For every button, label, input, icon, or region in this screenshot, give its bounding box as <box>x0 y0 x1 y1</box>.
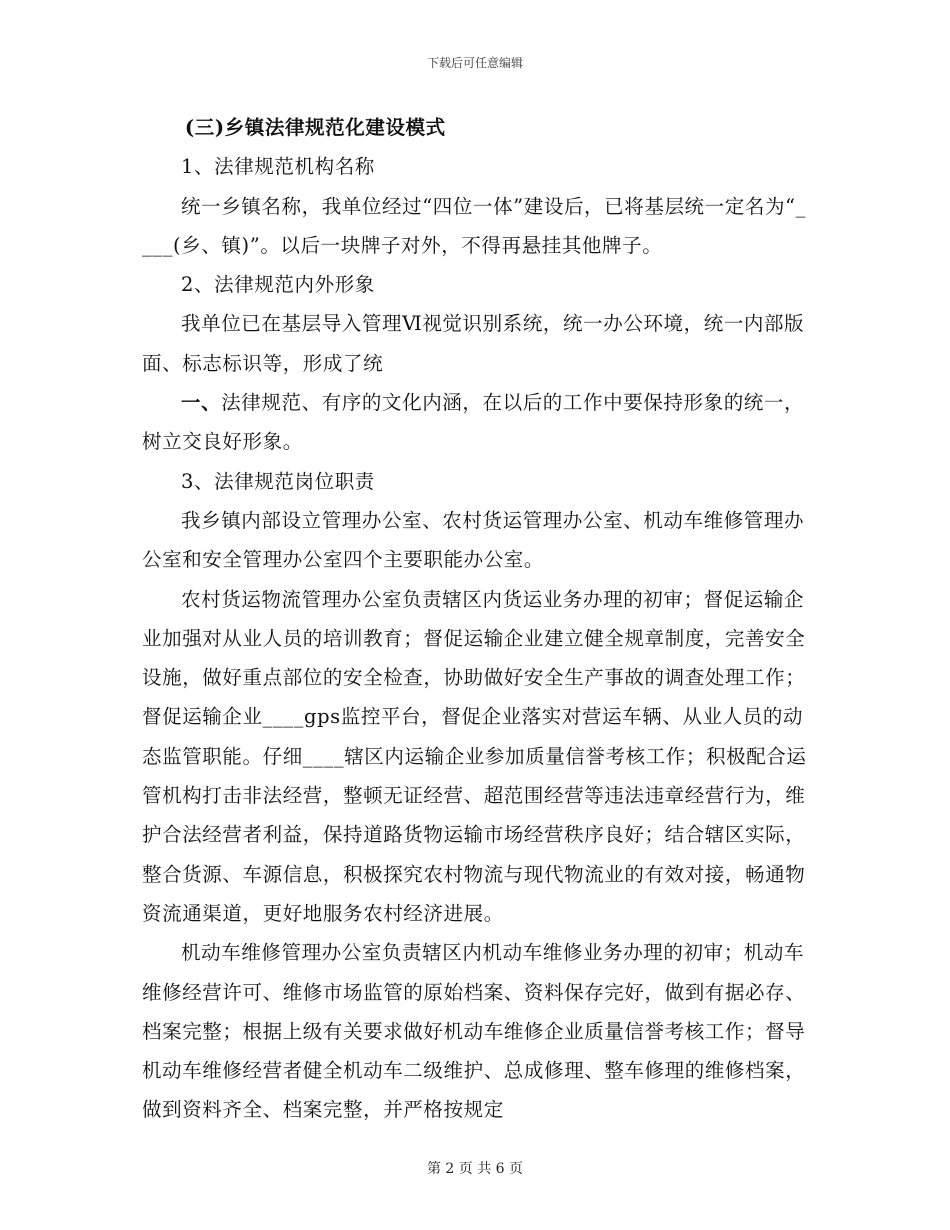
paragraph-3-lead: 一、 <box>181 391 222 415</box>
paragraph-4: 我乡镇内部设立管理办公室、农村货运管理办公室、机动车维修管理办公室和安全管理办公室四个主要职能办公室。 <box>142 508 805 572</box>
paragraph-3 <box>142 383 808 462</box>
subheading-3: 3、法律规范岗位职责 <box>181 469 375 493</box>
subheading-2: 2、法律规范内外形象 <box>181 273 375 297</box>
page-header-note: 下载后可任意编辑 <box>426 56 523 70</box>
paragraph-3-text: 法律规范、有序的文化内涵，在以后的工作中要保持形象的统一，树立交良好形象。 <box>142 391 805 454</box>
section-title: (三)乡镇法律规范化建设模式 <box>184 116 446 139</box>
paragraph-6: 机动车维修管理办公室负责辖区内机动车维修业务办理的初审；机动车维修经营许可、维修市场监管的原始档案、资料保存完好，做到有据必存、档案完整；根据上级有关要求做好机动车维修企业质量信誉考核工作；督导机动车维修经营者健全机动车二级维护、总成修理、整车修理的维修档案，做到资料齐全、档案完整，并严格按规定 <box>142 941 806 1122</box>
subheading-1: 1、法律规范机构名称 <box>181 155 375 179</box>
document-body <box>142 108 808 1130</box>
page-number: 第 2 页 共 6 页 <box>426 1161 524 1177</box>
paragraph-5: 农村货运物流管理办公室负责辖区内货运业务办理的初审；督促运输企业加强对从业人员的培训教育；督促运输企业建立健全规章制度，完善安全设施，做好重点部位的安全检查，协助做好安全生产事故的调查处理工作；督促运输企业____gps监控平台，督促企业落实对营运车辆、从业人员的动态监管职能。仔细____辖区内运输企业参加质量信誉考核工作；积极配合运管机构打击非法经营，整顿无证经营、超范围经营等违法违章经营行为，维护合法经营者利益，保持道路货物运输市场经营秩序良好；结合辖区实际，整合货源、车源信息，积极探究农村物流与现代物流业的有效对接，畅通物资流通渠道，更好地服务农村经济进展。 <box>142 587 807 925</box>
paragraph-2: 我单位已在基层导入管理Ⅵ视觉识别系统，统一办公环境，统一内部版面、标志标识等，形成了统 <box>142 312 805 375</box>
paragraph-1: 统一乡镇名称，我单位经过“四位一体”建设后，已将基层统一定名为“____(乡、镇)”。以后一块牌子对外，不得再悬挂其他牌子。 <box>142 194 806 257</box>
